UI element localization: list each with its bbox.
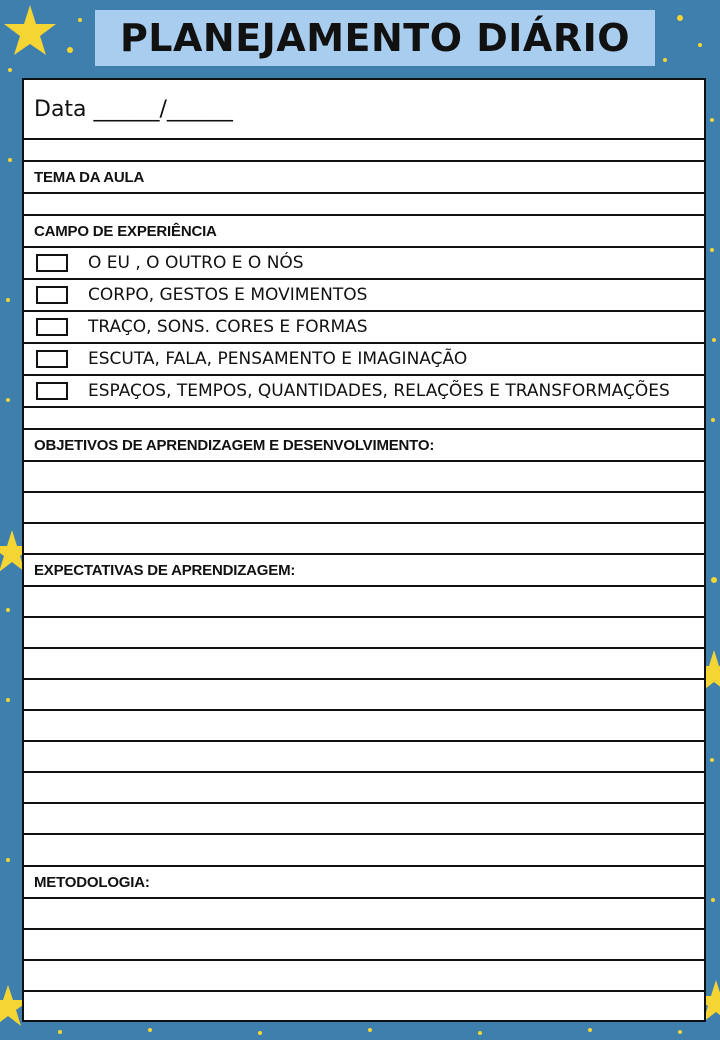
campo-option-label: TRAÇO, SONS. CORES E FORMAS [88, 317, 368, 337]
campo-checkbox[interactable] [36, 382, 68, 400]
tema-label: TEMA DA AULA [34, 168, 145, 186]
objetivos-row [24, 430, 704, 462]
expectativas-answer-line[interactable] [24, 649, 704, 680]
campo-checkbox[interactable] [36, 254, 68, 272]
metodologia-answer-line[interactable] [24, 930, 704, 961]
campo-checkbox[interactable] [36, 286, 68, 304]
campo-option-row [24, 280, 704, 312]
metodologia-label: METODOLOGIA: [34, 873, 150, 891]
expectativas-answer-line[interactable] [24, 835, 704, 867]
expectativas-answer-line[interactable] [24, 618, 704, 649]
planning-sheet [22, 78, 706, 1022]
campo-option-row [24, 312, 704, 344]
campo-option-row [24, 344, 704, 376]
campo-option-row [24, 248, 704, 280]
metodologia-answer-line[interactable] [24, 992, 704, 1020]
campo-row [24, 216, 704, 248]
title-banner [95, 10, 655, 66]
blank-line[interactable] [24, 140, 704, 162]
date-label: Data ______/______ [34, 96, 233, 122]
page-title: PLANEJAMENTO DIÁRIO [119, 16, 631, 60]
expectativas-answer-line[interactable] [24, 587, 704, 618]
campo-checkbox[interactable] [36, 350, 68, 368]
metodologia-row [24, 867, 704, 899]
campo-label: CAMPO DE EXPERIÊNCIA [34, 222, 217, 240]
objetivos-label: OBJETIVOS DE APRENDIZAGEM E DESENVOLVIMENTO: [34, 436, 435, 454]
tema-answer-line[interactable] [24, 194, 704, 216]
campo-option-label: ESCUTA, FALA, PENSAMENTO E IMAGINAÇÃO [88, 349, 468, 369]
metodologia-answer-line[interactable] [24, 899, 704, 930]
campo-option-label: O EU , O OUTRO E O NÓS [88, 253, 304, 273]
campo-option-label: ESPAÇOS, TEMPOS, QUANTIDADES, RELAÇÕES E TRANSFORMAÇÕES [88, 381, 670, 401]
date-row [24, 80, 704, 140]
campo-checkbox[interactable] [36, 318, 68, 336]
star-icon [4, 5, 56, 55]
expectativas-answer-line[interactable] [24, 773, 704, 804]
expectativas-answer-line[interactable] [24, 680, 704, 711]
campo-option-row [24, 376, 704, 408]
blank-line[interactable] [24, 408, 704, 430]
objetivos-answer-line[interactable] [24, 493, 704, 524]
expectativas-answer-line[interactable] [24, 742, 704, 773]
expectativas-label: EXPECTATIVAS DE APRENDIZAGEM: [34, 561, 296, 579]
expectativas-answer-line[interactable] [24, 711, 704, 742]
expectativas-row [24, 555, 704, 587]
tema-row [24, 162, 704, 194]
expectativas-answer-line[interactable] [24, 804, 704, 835]
metodologia-answer-line[interactable] [24, 961, 704, 992]
objetivos-answer-line[interactable] [24, 524, 704, 555]
objetivos-answer-line[interactable] [24, 462, 704, 493]
campo-option-label: CORPO, GESTOS E MOVIMENTOS [88, 285, 368, 305]
